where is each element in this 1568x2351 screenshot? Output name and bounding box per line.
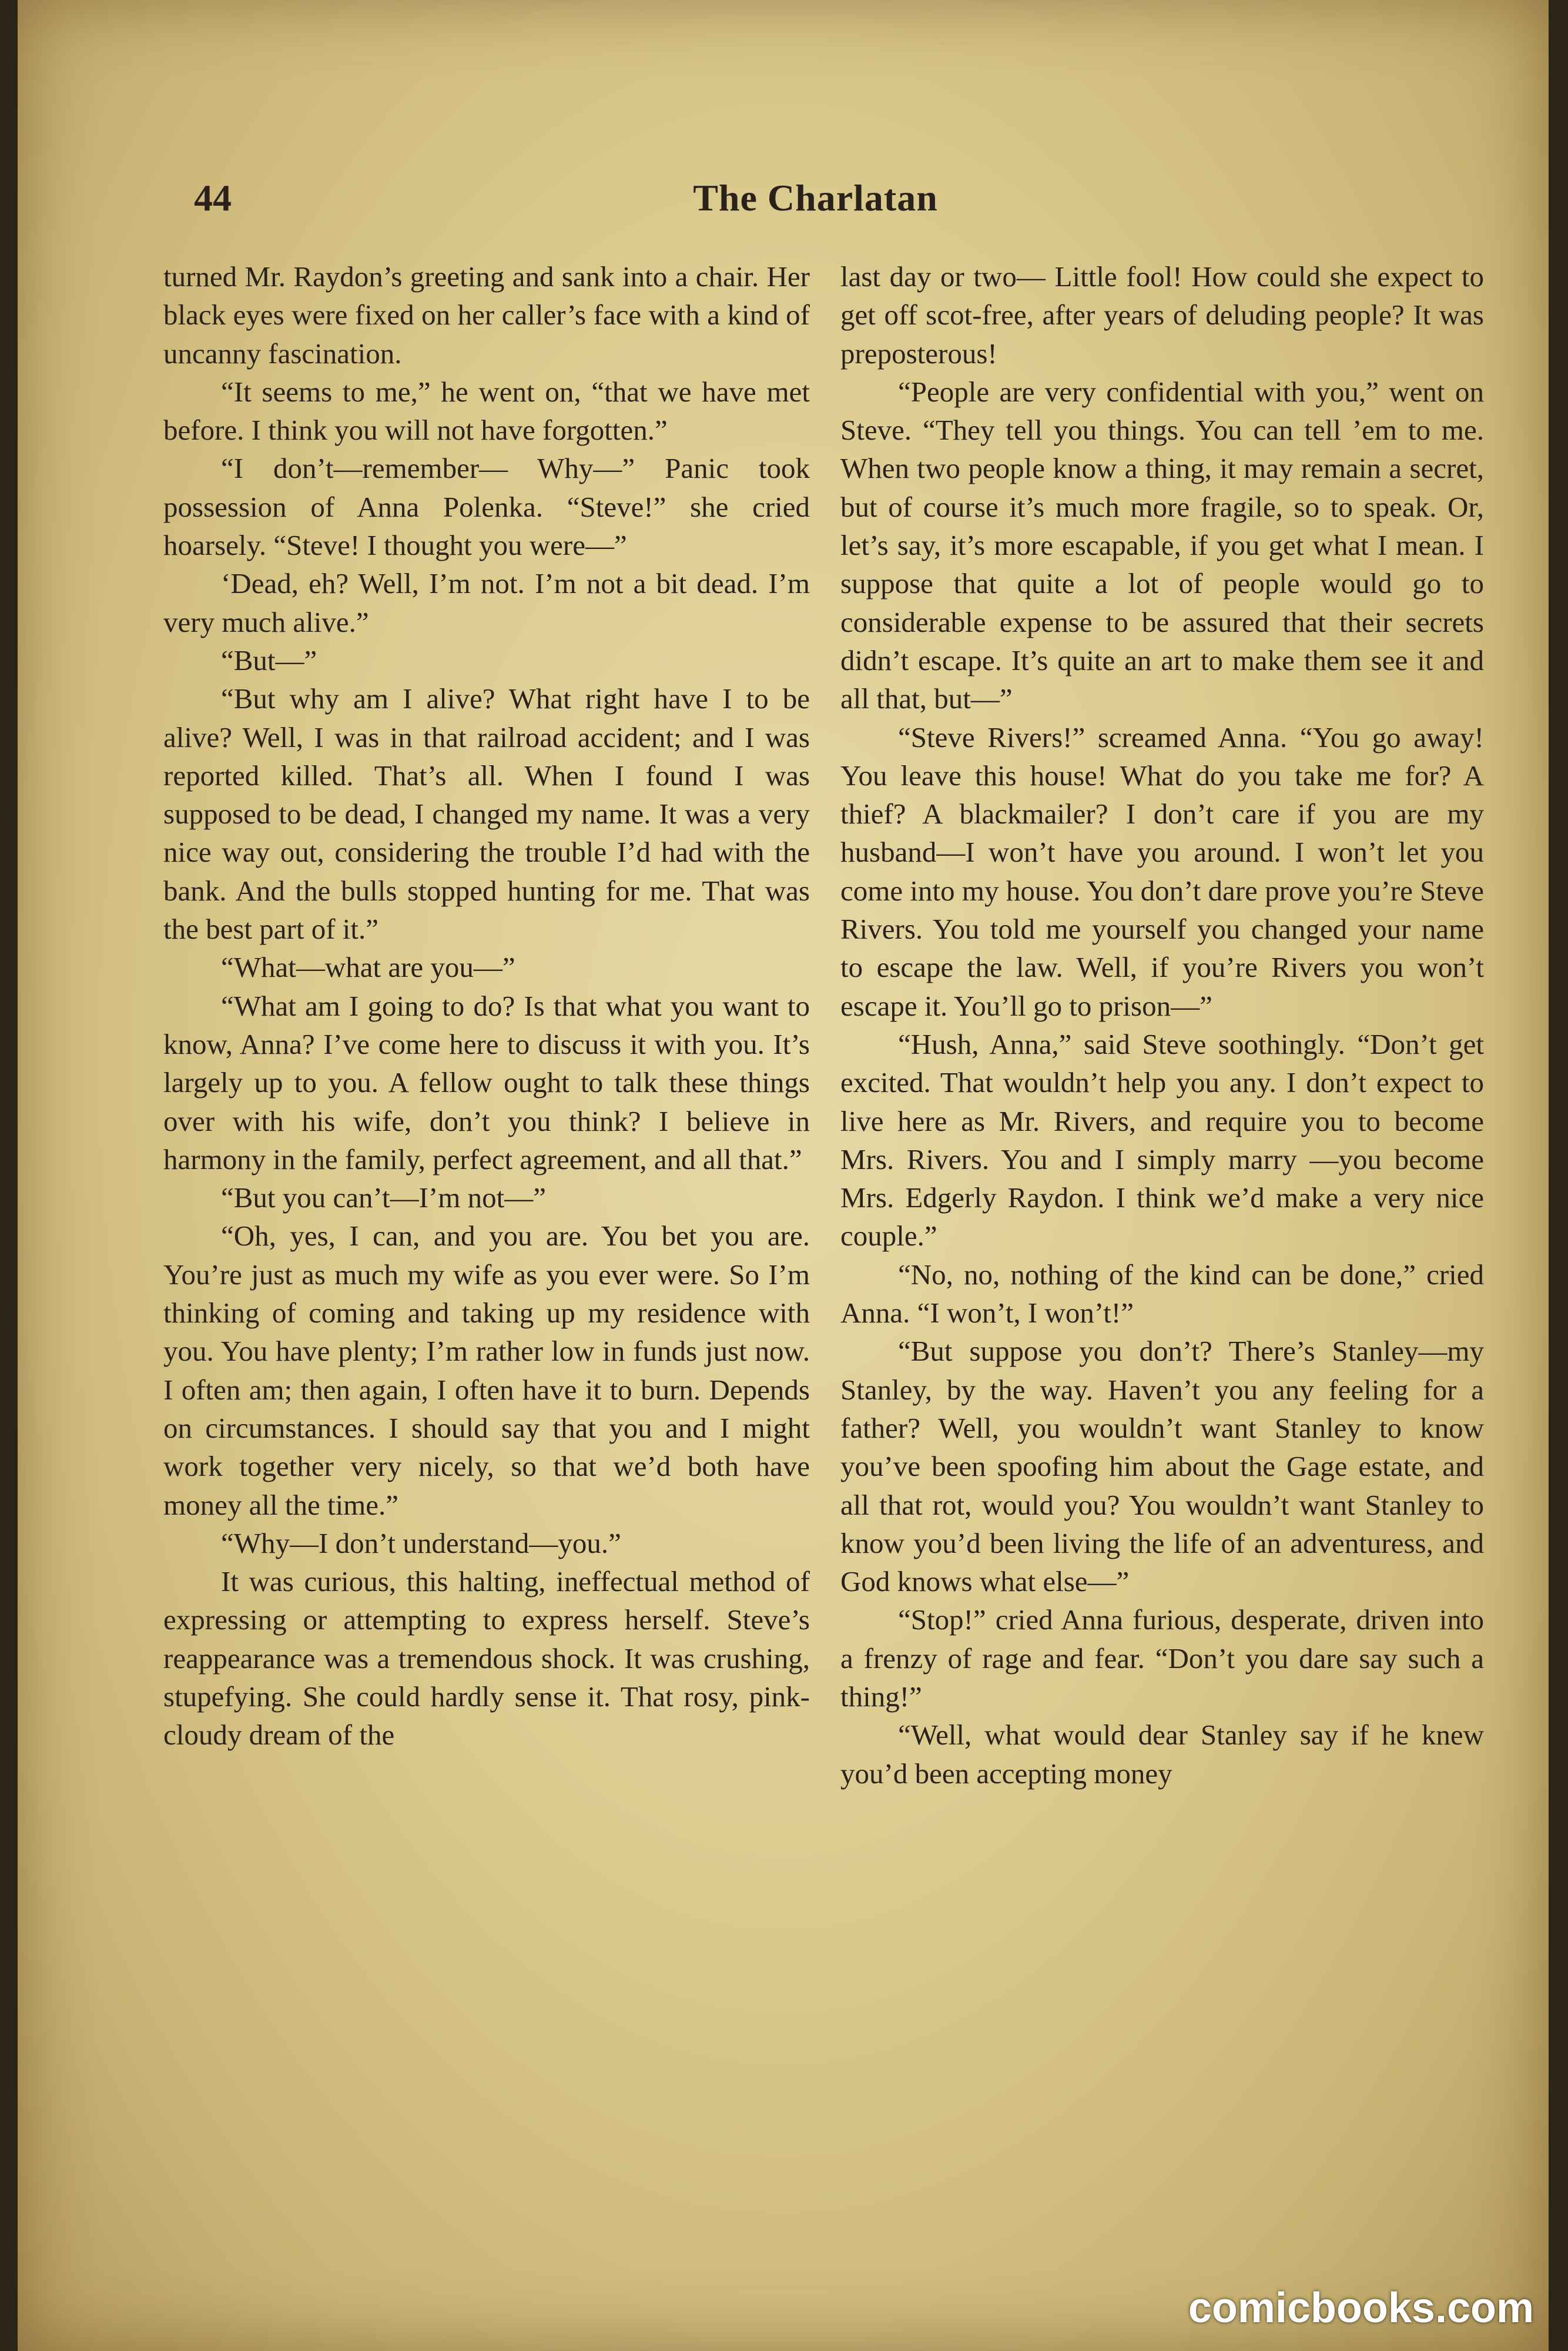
paragraph: “I don’t—remember— Why—” Panic took possession of Anna Polenka. “Steve!” she cried hoarsely. “Steve! I thought you were—” [163,452,810,562]
running-title: The Charlatan [693,177,938,219]
paragraph: “But you can’t—I’m not—” [221,1181,546,1214]
paragraph: “It seems to me,” he went on, “that we have met before. I think you will not have forgotten.” [163,375,810,447]
watermark: comicbooks.com [1188,2285,1534,2332]
paragraph: “But why am I alive? What right have I to be alive? Well, I was in that railroad accident; and I was reported killed. That’s all. When I found I was supposed to be dead, I changed my name. It was a very nice way out, considering the trouble I’d had with the bank. And the bulls stopped hunting for me. That was the best part of it.” [163,682,810,946]
book-page [18,0,1549,2351]
paragraph: last day or two— Little fool! How could she expect to get off scot-free, after years of deluding people? It was preposterous! [840,260,1484,370]
paragraph: turned Mr. Raydon’s greeting and sank into a chair. Her black eyes were fixed on her caller’s face with a kind of uncanny fascination. [163,260,810,370]
paragraph: “What—what are you—” [221,951,515,984]
page-number: 44 [194,177,232,219]
paragraph: “Why—I don’t understand—you.” [221,1526,621,1559]
paragraph: “What am I going to do? Is that what you want to know, Anna? I’ve come here to discuss it with you. It’s largely up to you. A fellow ought to talk these things over with his wife, don’t you think? I believe in harmony in the family, perfect agreement, and all that.” [163,989,810,1176]
paragraph: “No, no, nothing of the kind can be done,” cried Anna. “I won’t, I won’t!” [840,1258,1484,1329]
paragraph: “But suppose you don’t? There’s Stanley—my Stanley, by the way. Haven’t you any feeling for a father? Well, you wouldn’t want Stanley to know you’ve been spoofing him about the Gage estate, and all that rot, would you? You wouldn’t want Stanley to know you’d been living the life of an adventuress, and God knows what else—” [840,1335,1484,1598]
paragraph: “Stop!” cried Anna furious, desperate, driven into a frenzy of rage and fear. “Don’t you dare say such a thing!” [840,1603,1484,1713]
paragraph: “But—” [221,644,317,677]
paragraph: It was curious, this halting, ineffectual method of expressing or attempting to express herself. Steve’s reappearance was a tremendous shock. It was crushing, stupefying. She could hardly sense it. That rosy, pink-cloudy dream of the [163,1565,810,1751]
page-header [194,176,1437,223]
paragraph: “People are very confidential with you,” went on Steve. “They tell you things. You can tell ’em to me. When two people know a thing, it may remain a secret, but of course it’s much more fragile, so to speak. Or, let’s say, it’s more escapable, if you get what I mean. I suppose that quite a lot of people would go to considerable expense to be assured that their secrets didn’t escape. It’s quite an art to make them see it and all that, but—” [840,375,1484,715]
paragraph: “Steve Rivers!” screamed Anna. “You go away! You leave this house! What do you take me for? A thief? A blackmailer? I don’t care if you are my husband—I won’t have you around. I won’t let you come into my house. You don’t dare prove you’re Steve Rivers. You told me yourself you changed your name to escape the law. Well, if you’re Rivers you won’t escape it. You’ll go to prison—” [840,721,1484,1022]
right-column [840,257,1484,1793]
paragraph: “Hush, Anna,” said Steve soothingly. “Don’t get excited. That wouldn’t help you any. I don’t expect to live here as Mr. Rivers, and require you to become Mrs. Rivers. You and I simply marry —you become Mrs. Edgerly Raydon. I think we’d make a very nice couple.” [840,1027,1484,1252]
paragraph: “Oh, yes, I can, and you are. You bet you are. You’re just as much my wife as you ever were. So I’m thinking of coming and taking up my residence with you. You have plenty; I’m rather low in funds just now. I often am; then again, I often have it to burn. Depends on circumstances. I should say that you and I might work together very nicely, so that we’d both have money all the time.” [163,1220,810,1521]
paragraph: ‘Dead, eh? Well, I’m not. I’m not a bit dead. I’m very much alive.” [163,567,810,638]
left-column [163,257,810,1754]
paragraph: “Well, what would dear Stanley say if he knew you’d been accepting money [840,1719,1484,1790]
